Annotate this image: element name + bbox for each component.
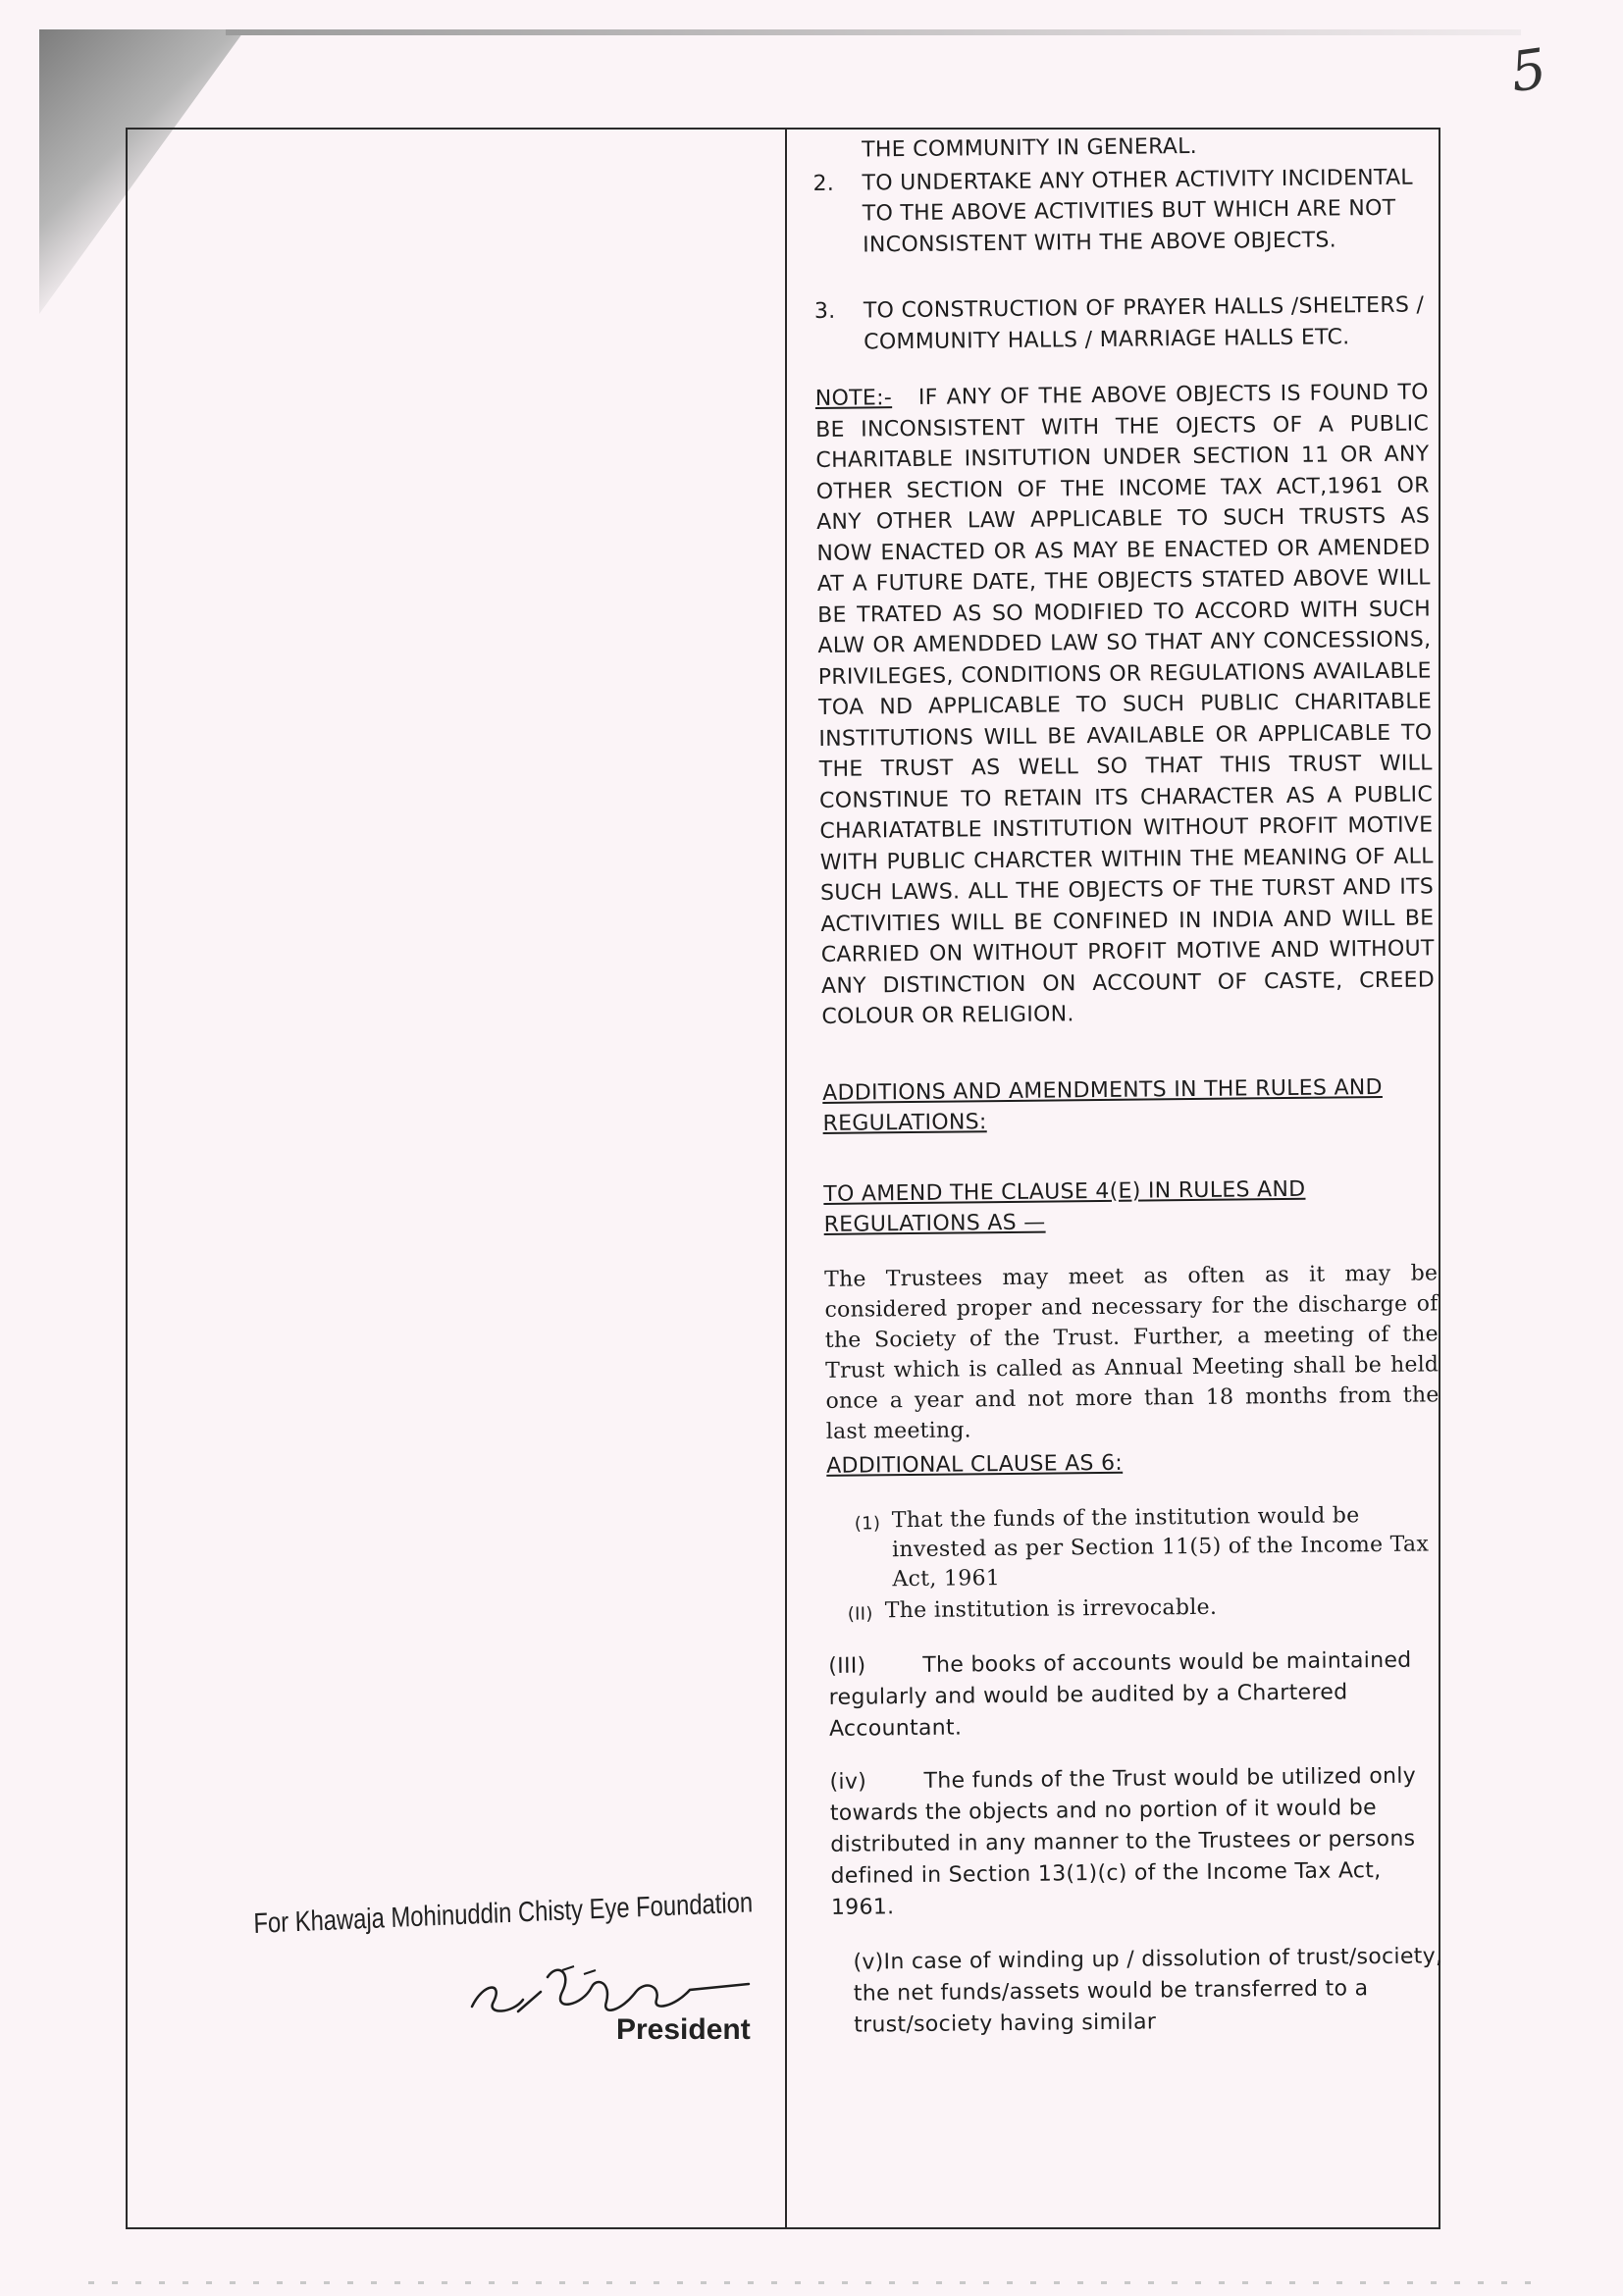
signature-block	[253, 1887, 783, 2065]
clause-item-2	[828, 1591, 1441, 1630]
objects-continuation: THE COMMUNITY IN GENERAL.	[862, 133, 1198, 163]
clause-text: In case of winding up / dissolution of trust/society, the net funds/assets would be transferred to a trust/society having similar	[853, 1944, 1443, 2038]
clause-4e-heading: TO AMEND THE CLAUSE 4(E) IN RULES AND REGULATIONS AS —	[823, 1176, 1306, 1237]
clause-text: The funds of the Trust would be utilized only towards the objects and no portion of it would be distributed in any manner to the Trustees or persons defined in Section 13(1)(c) of the Income Tax Act, 1961.	[829, 1763, 1417, 1920]
clause-item-4	[829, 1760, 1444, 1924]
column-divider	[785, 130, 787, 2227]
additional-clause-list	[827, 1500, 1441, 1630]
object-item-number: 3.	[813, 298, 836, 324]
note-label: NOTE:-	[814, 386, 893, 411]
clause-text: That the funds of the institution would be invested as per Section 11(5) of the Income Tax Act, 1961	[891, 1503, 1430, 1592]
clause-item-1	[827, 1500, 1441, 1595]
clause-number: (II)	[847, 1603, 873, 1625]
clause-item-5	[831, 1941, 1445, 2042]
clause-number: (v)	[853, 1950, 884, 1975]
additional-clause-heading: ADDITIONAL CLAUSE AS 6:	[826, 1450, 1124, 1479]
object-item-3	[814, 289, 1429, 358]
scan-shadow-edge	[226, 29, 1521, 35]
note-paragraph	[815, 377, 1436, 1032]
clause-number: (iv)	[829, 1769, 867, 1795]
clause-text: The books of accounts would be maintained regularly and would be audited by a Chartered Accountant.	[828, 1647, 1412, 1742]
signature-title: President	[616, 2013, 751, 2046]
scan-bottom-noise	[88, 2281, 1541, 2284]
object-item-2	[812, 162, 1427, 261]
note-text: IF ANY OF THE ABOVE OBJECTS IS FOUND TO BE INCONSISTENT WITH THE OJECTS OF A PUBLIC CHARITABLE INSITUTION UNDER SECTION 11 OR ANY OTHER SECTION OF THE INCOME TAX ACT,1961 OR ANY OTHER LAW APPLICABLE TO SUCH TRUSTS AS NOW ENACTED OR AS MAY BE ENACTED OR AMENDED AT A FUTURE DATE, THE OBJECTS STATED ABOVE WILL BE TRATED AS SO MODIFIED TO ACCORD WITH SUCH ALW OR AMENDDED LAW SO THAT ANY CONCESSIONS, PRIVILEGES, CONDITIONS OR REGULATIONS AVAILABLE TOA ND APPLICABLE TO SUCH PUBLIC CHARITABLE INSTITUTIONS WILL BE AVAILABLE OR APPLICABLE TO THE TRUST AS WELL SO THAT THIS TRUST WILL CONSTINUE TO RETAIN ITS CHARACTER AS A PUBLIC CHARIATATBLE INSTITUTION WITHOUT PROFIT MOTIVE WITH PUBLIC CHARCTER WITHIN THE MEANING OF ALL SUCH LAWS. ALL THE OBJECTS OF THE TURST AND ITS ACTIVITIES WILL BE CONFINED IN INDIA AND WILL BE CARRIED ON WITHOUT PROFIT MOTIVE AND WITHOUT ANY DISTINCTION ON ACCOUNT OF CASTE, CREED COLOUR OR RELIGION.	[815, 380, 1436, 1029]
content-column	[812, 129, 1445, 2041]
signature-foundation-name: For Khawaja Mohinuddin Chisty Eye Foundation	[253, 1887, 754, 1940]
clause-number: (III)	[828, 1653, 866, 1679]
object-item-number: 2.	[812, 171, 835, 196]
clause-number: (1)	[854, 1513, 881, 1535]
page-number: 5	[1506, 36, 1550, 106]
clause-item-3	[828, 1644, 1442, 1746]
object-item-text: TO UNDERTAKE ANY OTHER ACTIVITY INCIDENTAL TO THE ABOVE ACTIVITIES BUT WHICH ARE NOT INCONSISTENT WITH THE ABOVE OBJECTS.	[862, 165, 1414, 257]
amendments-heading: ADDITIONS AND AMENDMENTS IN THE RULES AND REGULATIONS:	[822, 1074, 1383, 1136]
object-item-text: TO CONSTRUCTION OF PRAYER HALLS /SHELTERS / COMMUNITY HALLS / MARRIAGE HALLS ETC.	[863, 292, 1425, 354]
clause-4e-text: The Trustees may meet as often as it may be considered proper and necessary for the discharge of the Society of the Trust. Further, a meeting of the Trust which is called as Annual Meeting shall be held once a year and not more than 18 months from the last meeting.	[824, 1260, 1440, 1444]
clause-text: The institution is irrevocable.	[884, 1594, 1218, 1624]
